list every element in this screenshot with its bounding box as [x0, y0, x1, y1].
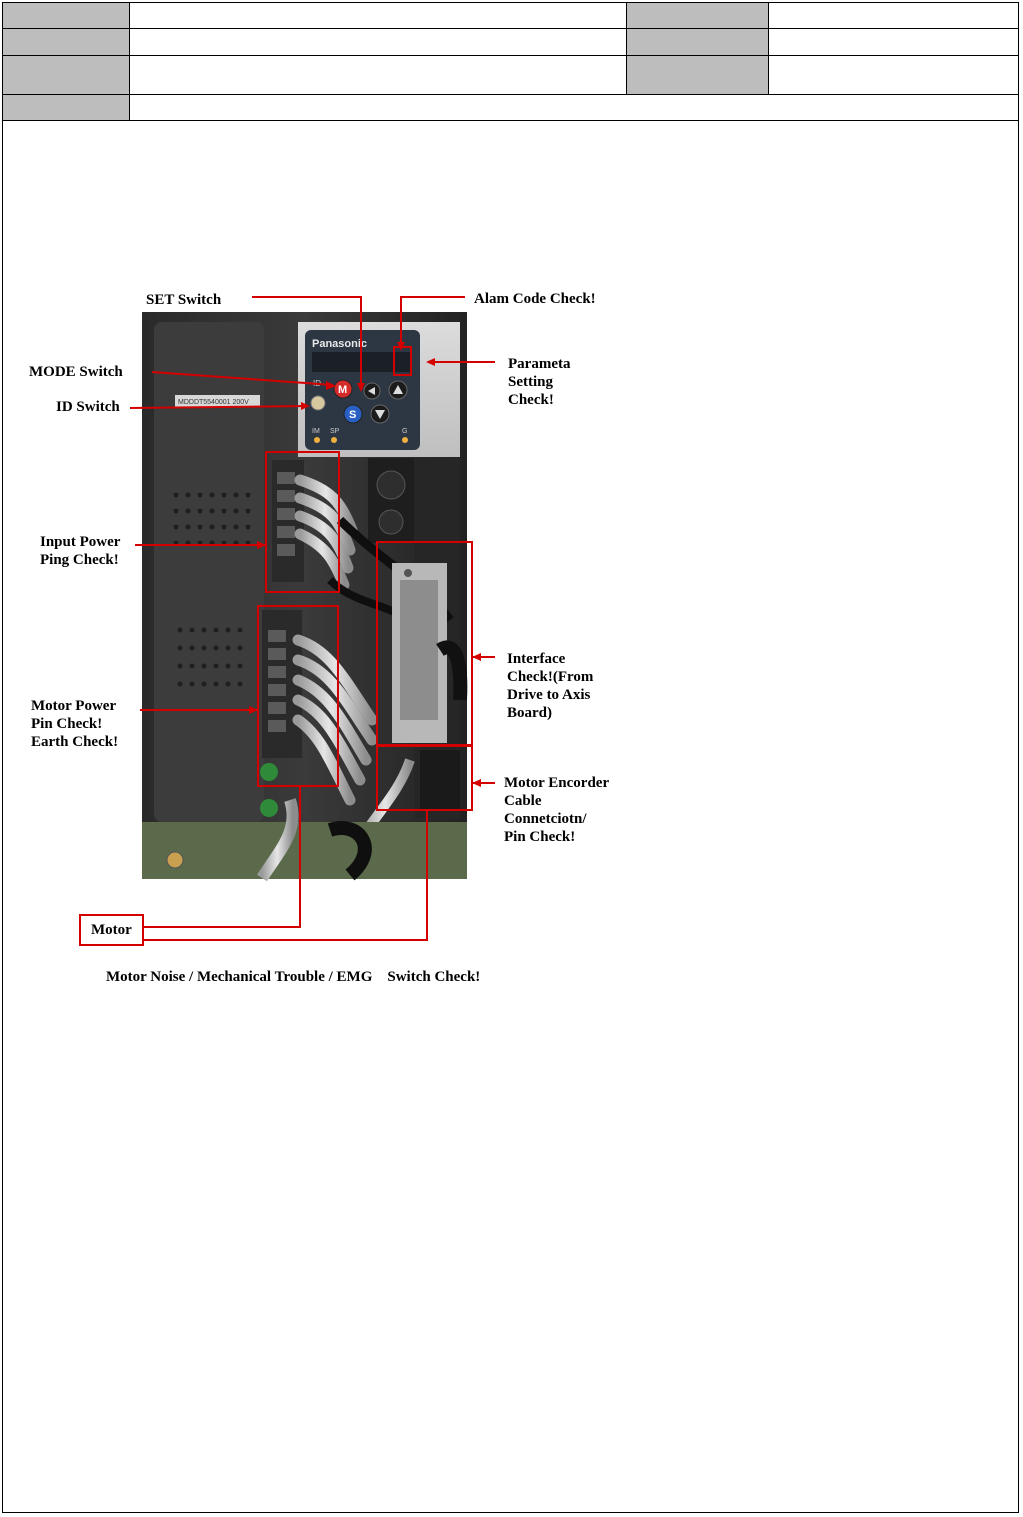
- encoder-label-line-4: Pin Check!: [504, 829, 576, 845]
- led-sp: [331, 437, 337, 443]
- input-power-label-line-2: Ping Check!: [40, 552, 119, 568]
- bottom-note: Motor Noise / Mechanical Trouble / EMG Switch Check!: [106, 969, 481, 985]
- motor-power-label-line-2: Pin Check!: [31, 716, 103, 732]
- indicator-sp: SP: [330, 428, 340, 435]
- motor-power-label: [31, 697, 118, 751]
- input-power-label-line-1: Input Power: [40, 534, 121, 550]
- set-switch-label: SET Switch: [146, 292, 222, 308]
- led-im: [314, 437, 320, 443]
- motor-power-label-line-3: Earth Check!: [31, 734, 119, 750]
- parameter-label-line-1: Parameta: [508, 356, 571, 372]
- parameter-label-line-3: Check!: [508, 392, 554, 408]
- interface-screw: [404, 569, 412, 577]
- id-switch-dial: [311, 396, 325, 410]
- model-sticker-text: MDDDT5540001 200V: [178, 399, 249, 406]
- encoder-label-line-2: Cable: [504, 793, 542, 809]
- connector-port-1: [377, 471, 405, 499]
- interface-label-line-3: Drive to Axis: [507, 687, 591, 703]
- earth-terminal-2: [260, 799, 278, 817]
- motor-power-label-line-1: Motor Power: [31, 698, 117, 714]
- parameter-label: [508, 355, 570, 409]
- alarm-code-label: Alam Code Check!: [474, 291, 596, 307]
- encoder-label-line-3: Connetciotn/: [504, 811, 587, 827]
- parameter-label-line-2: Setting: [508, 374, 553, 390]
- input-power-label: [40, 533, 120, 569]
- motor-label: Motor: [91, 922, 132, 938]
- led-g: [402, 437, 408, 443]
- indicator-im: IM: [312, 428, 320, 435]
- earth-terminal-1: [260, 763, 278, 781]
- interface-label-line-1: Interface: [507, 651, 566, 667]
- set-key-text: S: [349, 409, 357, 421]
- mode-key-text: M: [338, 384, 348, 396]
- base-plate: [142, 822, 467, 879]
- encoder-arrowhead: [472, 779, 481, 787]
- mode-switch-label: MODE Switch: [29, 364, 123, 380]
- interface-label-line-4: Board): [507, 705, 552, 721]
- indicator-g: G: [402, 428, 408, 435]
- encoder-label-line-1: Motor Encorder: [504, 775, 610, 791]
- mount-screw: [167, 852, 183, 868]
- interface-connector-shell: [400, 580, 438, 720]
- encoder-connector: [420, 750, 460, 810]
- encoder-label: [504, 774, 609, 846]
- interface-label: [507, 650, 593, 722]
- brand-logo: Panasonic: [312, 338, 368, 350]
- interface-label-line-2: Check!(From: [507, 669, 594, 685]
- id-switch-label: ID Switch: [56, 399, 120, 415]
- id-label: ID: [313, 379, 321, 388]
- connector-port-2: [379, 510, 403, 534]
- interface-arrowhead: [472, 653, 481, 661]
